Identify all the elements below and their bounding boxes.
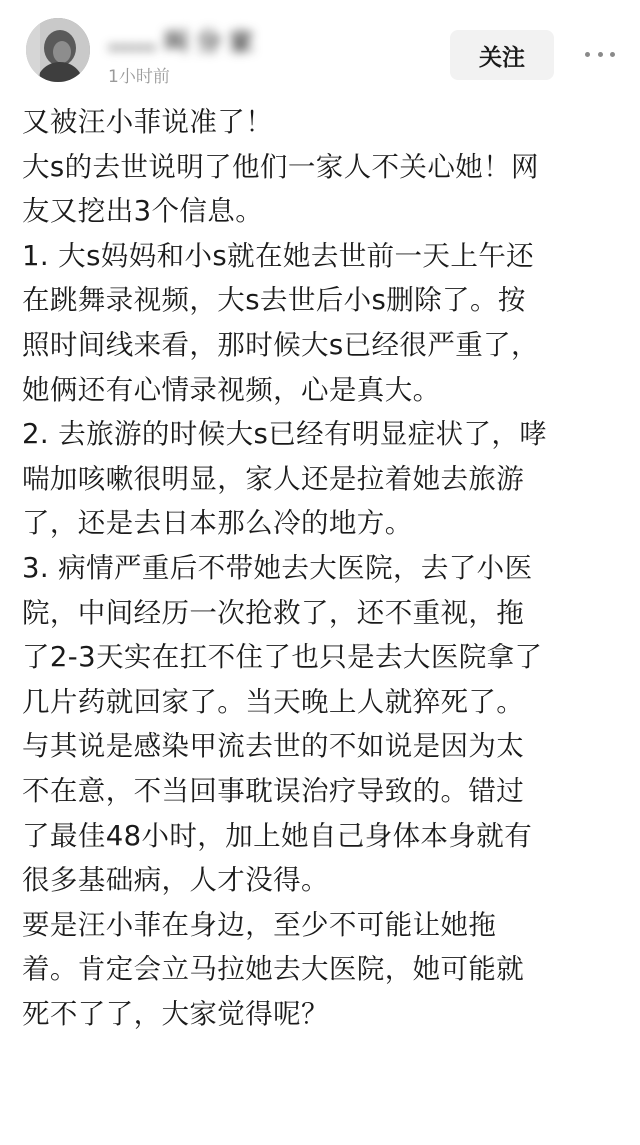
post-text-line: 友又挖出3个信息。 [22, 195, 264, 228]
post-text-line: 了，还是去日本那么冷的地方。 [22, 507, 413, 540]
post-body [22, 100, 622, 1036]
post-text-line: 几片药就回家了。当天晚上人就猝死了。 [22, 685, 525, 718]
post-text-line: 着。肯定会立马拉她去大医院，她可能就 [22, 953, 525, 986]
post-text-line: 照时间线来看，那时候大s已经很严重了， [22, 328, 539, 361]
more-dot [585, 52, 590, 57]
post-text-line: 要是汪小菲在身边，至少不可能让她拖 [22, 908, 497, 941]
post-text-line: 大s的去世说明了他们一家人不关心她！网 [22, 150, 539, 183]
post-text-line: 了2-3天实在扛不住了也只是去大医院拿了 [22, 641, 543, 674]
more-dot [610, 52, 615, 57]
post-text-line: 2. 去旅游的时候大s已经有明显症状了，哮 [22, 418, 548, 451]
post-text-line: 喘加咳嗽很明显，家人还是拉着她去旅游 [22, 462, 525, 495]
post-text-line: 了最佳48小时，加上她自己身体本身就有 [22, 819, 533, 852]
more-dot [598, 52, 603, 57]
post-text-line: 院，中间经历一次抢救了，还不重视，拖 [22, 596, 525, 629]
more-dots-icon[interactable] [585, 44, 615, 64]
post-time: 1小时前 [108, 67, 170, 87]
post-text-line: 又被汪小菲说准了！ [22, 106, 274, 138]
post-text-line: 3. 病情严重后不带她去大医院，去了小医 [22, 551, 533, 584]
avatar[interactable] [26, 18, 90, 82]
follow-button[interactable]: 关注 [450, 30, 554, 80]
post-text-line: 很多基础病，人才没得。 [22, 864, 329, 897]
post-text-line: 不在意，不当回事耽误治疗导致的。错过 [22, 774, 525, 807]
post-text-line: 她俩还有心情录视频，心是真大。 [22, 373, 441, 406]
post-header [0, 0, 640, 100]
post-text-line: 死不了了，大家觉得呢？ [22, 997, 329, 1030]
post-text-line: 与其说是感染甲流去世的不如说是因为太 [22, 730, 525, 763]
post-text-line: 1. 大s妈妈和小s就在她去世前一天上午还 [22, 239, 535, 272]
user-avatar-icon [26, 18, 90, 82]
post-text-line: 在跳舞录视频，大s去世后小s删除了。按 [22, 284, 526, 317]
author-name[interactable]: …… 叫 分 家 [108, 28, 254, 56]
